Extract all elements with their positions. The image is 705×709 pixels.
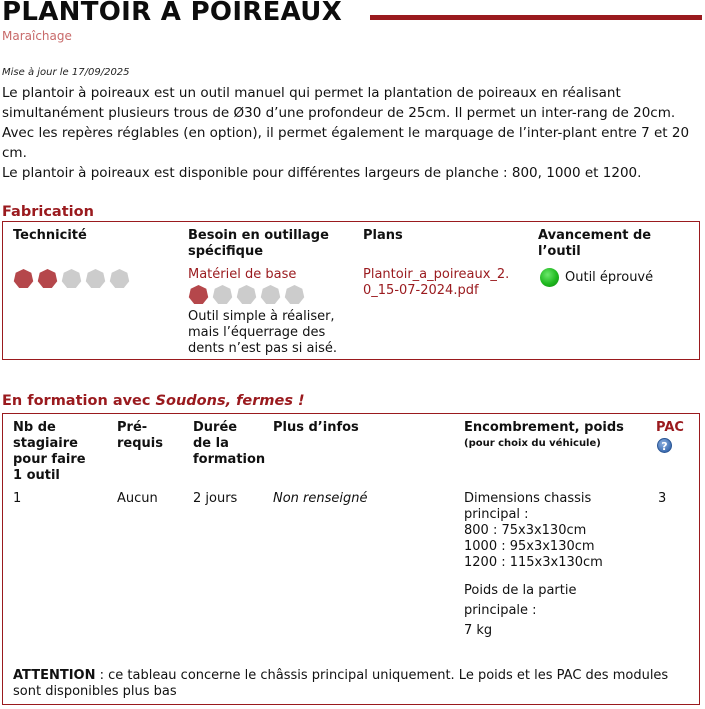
fabrication-title: Fabrication <box>2 204 94 220</box>
rating-empty-icon <box>260 284 281 305</box>
description-paragraph: Le plantoir à poireaux est disponible pour différentes largeurs de planche : 800, 1000 et 1200. <box>2 165 642 181</box>
header-plans: Plans <box>363 228 403 243</box>
header-avancement-line: Avancement de <box>538 228 652 243</box>
header-line: requis <box>117 436 163 451</box>
cell-pac: 3 <box>658 491 667 506</box>
dimension-line: 800 : 75x3x130cm <box>464 523 587 538</box>
rating-empty-icon <box>109 268 130 289</box>
warning-label: ATTENTION <box>13 668 96 683</box>
page-header <box>2 0 702 28</box>
header-note: (pour choix du véhicule) <box>464 438 601 449</box>
description-paragraph: Avec les repères réglables (en option), il permet également le marquage de l’inter-plant entre 7 et 20 cm. <box>2 125 690 161</box>
header-besoin-line: spécifique <box>188 244 264 259</box>
outillage-note <box>188 309 337 357</box>
header-line: 1 outil <box>13 468 60 483</box>
cell-stagiaires: 1 <box>13 491 22 506</box>
cell-poids <box>464 581 576 641</box>
rating-filled-icon <box>37 268 58 289</box>
poids-line: 7 kg <box>464 623 493 638</box>
dimension-line: 1000 : 95x3x130cm <box>464 539 595 554</box>
rating-empty-icon <box>61 268 82 289</box>
header-technicite: Technicité <box>13 228 87 243</box>
header-stagiaires <box>13 420 86 484</box>
update-date: Mise à jour le 17/09/2025 <box>2 67 130 78</box>
header-besoin <box>188 228 329 260</box>
header-infos: Plus d’infos <box>273 420 359 435</box>
dimension-line: principal : <box>464 507 529 522</box>
outillage-link[interactable]: Matériel de base <box>188 267 297 282</box>
cell-dimensions <box>464 491 603 571</box>
category-label[interactable]: Maraîchage <box>2 29 72 43</box>
avancement-label: Outil éprouvé <box>565 269 654 285</box>
dimension-line: 1200 : 115x3x130cm <box>464 555 603 570</box>
header-line: PAC <box>656 420 684 435</box>
header-line: de la <box>193 436 229 451</box>
warning-text: sont disponibles plus bas <box>13 684 177 699</box>
outillage-note-line: dents n’est pas si aisé. <box>188 341 337 356</box>
cell-infos: Non renseigné <box>273 491 368 506</box>
header-prerequis <box>117 420 163 452</box>
description-paragraph: Le plantoir à poireaux est un outil manuel qui permet la plantation de poireaux en réalisant simultanément plusieurs trous de Ø30 d’une profondeur de 25cm. Il permet un inter-rang de 20cm. <box>2 85 676 121</box>
dimension-line: Dimensions chassis <box>464 491 592 506</box>
outillage-note-line: Outil simple à réaliser, <box>188 309 335 324</box>
header-line: pour faire <box>13 452 86 467</box>
header-line: formation <box>193 452 266 467</box>
technicite-rating <box>13 268 130 289</box>
plan-file-line: 0_15-07-2024.pdf <box>363 283 479 298</box>
cell-prerequis: Aucun <box>117 491 158 506</box>
formation-partner[interactable]: Soudons, fermes ! <box>155 393 305 409</box>
cell-duree: 2 jours <box>193 491 238 506</box>
header-avancement-line: l’outil <box>538 244 581 259</box>
fabrication-table <box>2 221 700 360</box>
plan-file-link[interactable] <box>363 267 509 299</box>
rating-empty-icon <box>212 284 233 305</box>
warning-text: : ce tableau concerne le châssis principal uniquement. Le poids et les PAC des modules <box>95 668 669 683</box>
rating-filled-icon <box>13 268 34 289</box>
formation-table <box>2 413 700 705</box>
description <box>2 83 692 183</box>
poids-line: Poids de la partie <box>464 583 577 598</box>
header-line: Nb de <box>13 420 56 435</box>
avancement-status <box>540 268 653 287</box>
outillage-rating <box>188 284 305 305</box>
green-status-icon <box>540 268 559 287</box>
poids-line: principale : <box>464 603 537 618</box>
rating-filled-icon <box>188 284 209 305</box>
outillage-note-line: mais l’équerrage des <box>188 325 326 340</box>
title-divider <box>370 15 702 20</box>
help-icon[interactable]: ? <box>657 438 672 453</box>
header-line: Encombrement, poids <box>464 420 624 435</box>
header-line: Durée <box>193 420 238 435</box>
header-encombrement <box>464 420 624 452</box>
formation-title-prefix: En formation avec <box>2 393 156 409</box>
rating-empty-icon <box>236 284 257 305</box>
rating-empty-icon <box>85 268 106 289</box>
page-title: PLANTOIR A POIREAUX <box>2 0 343 27</box>
header-line: stagiaire <box>13 436 78 451</box>
header-duree <box>193 420 265 468</box>
header-pac <box>656 420 684 455</box>
rating-empty-icon <box>284 284 305 305</box>
warning-note <box>13 668 693 700</box>
header-besoin-line: Besoin en outillage <box>188 228 329 243</box>
formation-title <box>2 393 305 409</box>
header-avancement <box>538 228 651 260</box>
plan-file-line: Plantoir_a_poireaux_2. <box>363 267 510 282</box>
header-line: Pré- <box>117 420 148 435</box>
